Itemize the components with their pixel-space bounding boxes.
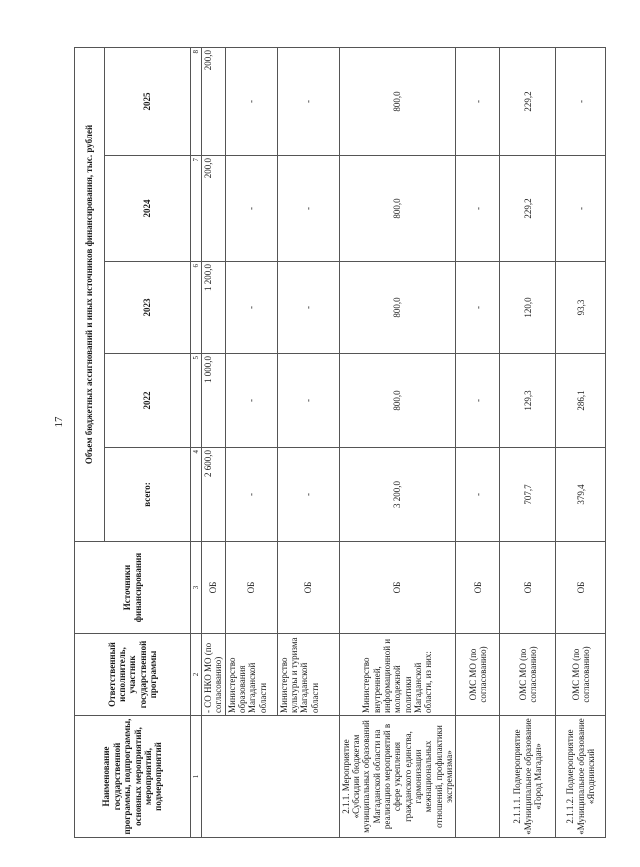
row-executor: ОМС МО (по согласованию) [500,634,556,716]
row-2025: 800,0 [339,48,456,156]
row-name: 2.1.1.2. Подмероприятие «Муниципальное образование «Ягоднинский [556,716,606,838]
row-2025: 229,2 [500,48,556,156]
row-2024: - [277,156,339,262]
row-2023: 800,0 [339,262,456,354]
row-source: ОБ [500,542,556,634]
row-total: - [225,448,277,542]
header-source: Источники финансирования [75,542,191,634]
column-number: 7 [191,156,202,262]
row-executor: - СО НКО МО (по согласованию) [202,634,226,716]
header-2025: 2025 [105,48,191,156]
row-2022: 129,3 [500,354,556,448]
header-budget-group: Объем бюджетных ассигнований и иных источников финансирования, тыс. рублей [75,48,105,542]
row-source: ОБ [277,542,339,634]
table-row [500,48,556,838]
row-name: 2.1.1.1. Подмероприятие «Муниципальное образование «Город Магадан» [500,716,556,838]
header-executor: Ответственный исполнитель, участник государственной программы [75,634,191,716]
row-2022: - [456,354,500,448]
row-name [202,716,340,838]
row-2023: 120,0 [500,262,556,354]
header-total: всего: [105,448,191,542]
header-2023: 2023 [105,262,191,354]
row-2025: 200,0 [202,48,226,156]
row-2022: - [225,354,277,448]
row-2025: - [456,48,500,156]
header-2022: 2022 [105,354,191,448]
table-row [202,48,226,838]
row-source: ОБ [456,542,500,634]
row-2025: - [225,48,277,156]
row-executor: Министерство образования Магаданской области [225,634,277,716]
row-2022: - [277,354,339,448]
row-executor: ОМС МО (по согласованию) [456,634,500,716]
row-2024: - [556,156,606,262]
row-2025: - [277,48,339,156]
row-2023: 1 200,0 [202,262,226,354]
row-2022: 1 000,0 [202,354,226,448]
column-number: 4 [191,448,202,542]
table-row [456,48,500,838]
row-2025: - [556,48,606,156]
row-2023: - [277,262,339,354]
header-2024: 2024 [105,156,191,262]
column-number: 5 [191,354,202,448]
column-number: 8 [191,48,202,156]
column-number: 2 [191,634,202,716]
row-total: 707,7 [500,448,556,542]
row-2022: 800,0 [339,354,456,448]
financing-table [74,47,606,838]
row-total: - [277,448,339,542]
row-2023: - [225,262,277,354]
row-source: ОБ [339,542,456,634]
table-row [339,48,456,838]
row-2024: 800,0 [339,156,456,262]
row-2024: - [225,156,277,262]
table-row [556,48,606,838]
column-number: 6 [191,262,202,354]
row-total: - [456,448,500,542]
row-2024: 229,2 [500,156,556,262]
row-2023: 93,3 [556,262,606,354]
row-source: ОБ [225,542,277,634]
column-number: 1 [191,716,202,838]
row-2024: 200,0 [202,156,226,262]
row-source: ОБ [202,542,226,634]
row-2024: - [456,156,500,262]
row-total: 379,4 [556,448,606,542]
row-executor: ОМС МО (по согласованию) [556,634,606,716]
column-number: 3 [191,542,202,634]
header-name: Наименование государственной программы, подпрограммы, основных мероприятий, мероприятий, подмероприятий [75,716,191,838]
row-executor: Министерство внутренней, информационной и молодежной политики Магаданской области, из них: [339,634,456,716]
row-2022: 286,1 [556,354,606,448]
page-number: 17 [53,416,65,428]
row-2023: - [456,262,500,354]
row-name: 2.1.1. Мероприятие «Субсидии бюджетам муниципальных образований Магаданской области на реализацию мероприятий в сфере укрепления гражданского единства, гармонизации межнациональных отношений, профилактики экстремизма» [339,716,456,838]
row-executor: Министерство культуры и туризма Магаданской области [277,634,339,716]
row-source: ОБ [556,542,606,634]
row-total: 2 600,0 [202,448,226,542]
row-name [456,716,500,838]
row-total: 3 200,0 [339,448,456,542]
